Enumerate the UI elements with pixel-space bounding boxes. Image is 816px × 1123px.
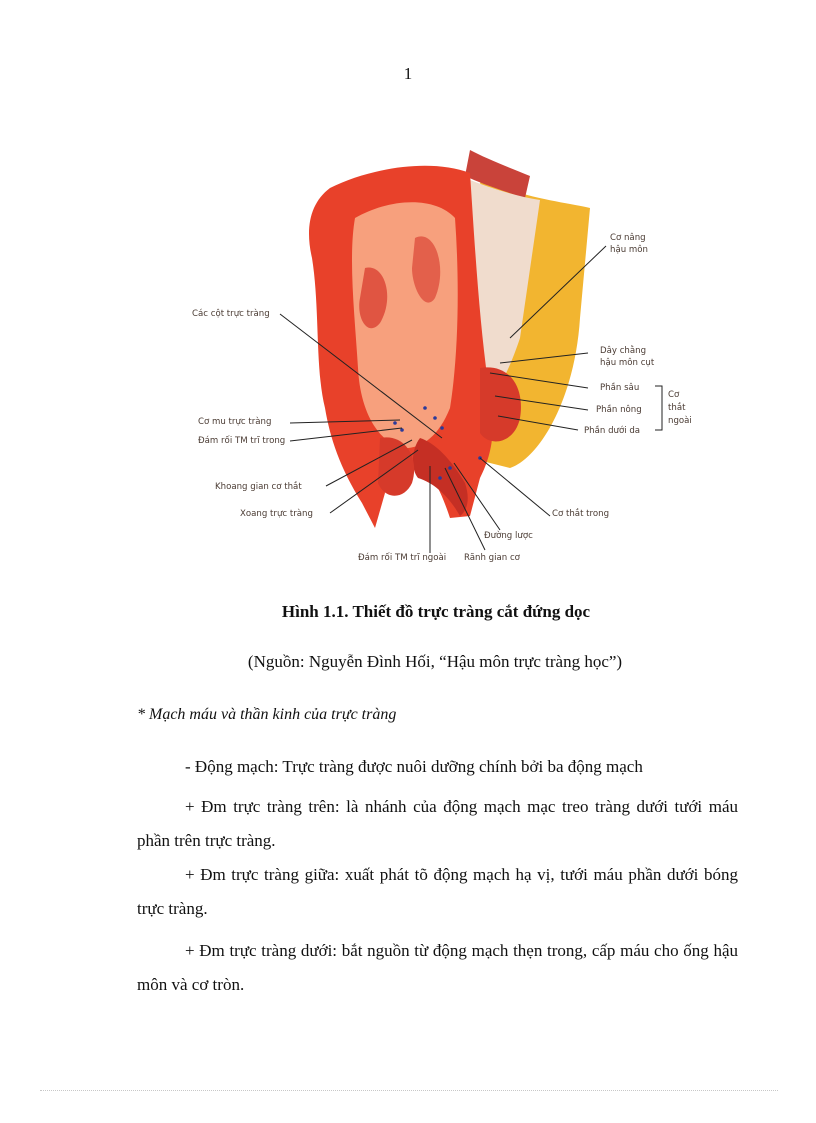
label-co-nang-2: hậu môn <box>610 245 648 255</box>
page-number: 1 <box>403 64 413 83</box>
label-cac-cot-truc-trang: Các cột trực tràng <box>192 309 270 319</box>
label-co-that-trong: Cơ thắt trong <box>552 509 610 519</box>
label-co-that-ngoai-1: Cơ <box>668 390 680 400</box>
label-dam-roi-trong: Đám rối TM trĩ trong <box>198 436 286 446</box>
rectum-section-illustration <box>180 138 720 570</box>
label-phan-duoi-da: Phần dưới da <box>584 426 641 436</box>
page-bottom-divider <box>40 1090 778 1091</box>
anatomy-figure <box>180 138 720 570</box>
label-phan-nong: Phần nông <box>596 405 642 415</box>
paragraph-dm-giua: + Đm trực tràng giữa: xuất phát tõ động mạch hạ vị, tưới máu phần dưới bóng trực tràng. <box>137 865 738 918</box>
label-duong-luoc: Đường lược <box>484 531 533 541</box>
section-heading: * Mạch máu và thần kinh của trực tràng <box>137 706 397 723</box>
bracket <box>655 386 662 430</box>
paragraph-dong-mach: - Động mạch: Trực tràng được nuôi dưỡng chính bởi ba động mạch <box>185 757 643 776</box>
paragraph-dm-tren: + Đm trực tràng trên: là nhánh của động mạch mạc treo tràng dưới tưới máu phần trên trực tràng. <box>137 797 738 850</box>
label-phan-sau: Phần sâu <box>600 383 640 393</box>
paragraph-dm-duoi: + Đm trực tràng dưới: bắt nguồn từ động mạch thẹn trong, cấp máu cho ống hậu môn và cơ tròn. <box>137 941 738 994</box>
label-co-that-ngoai-2: thắt <box>668 403 686 413</box>
figure-caption: Hình 1.1. Thiết đồ trực tràng cắt đứng dọc <box>281 602 591 621</box>
label-co-that-ngoai-3: ngoài <box>668 416 692 426</box>
label-khoang-gian-co-that: Khoang gian cơ thắt <box>215 482 302 492</box>
label-co-nang-1: Cơ nâng <box>610 233 646 243</box>
figure-source: (Nguồn: Nguyễn Đình Hối, “Hậu môn trực tràng học”) <box>247 652 623 671</box>
label-ranh-gian-co: Rãnh gian cơ <box>464 553 520 563</box>
label-dam-roi-ngoai: Đám rối TM trĩ ngoài <box>358 553 447 563</box>
label-xoang-truc-trang: Xoang trực tràng <box>240 509 313 519</box>
label-day-chang-1: Dây chằng <box>600 346 647 356</box>
label-co-mu-truc-trang: Cơ mu trực tràng <box>198 417 272 427</box>
label-day-chang-2: hậu môn cụt <box>600 358 655 368</box>
